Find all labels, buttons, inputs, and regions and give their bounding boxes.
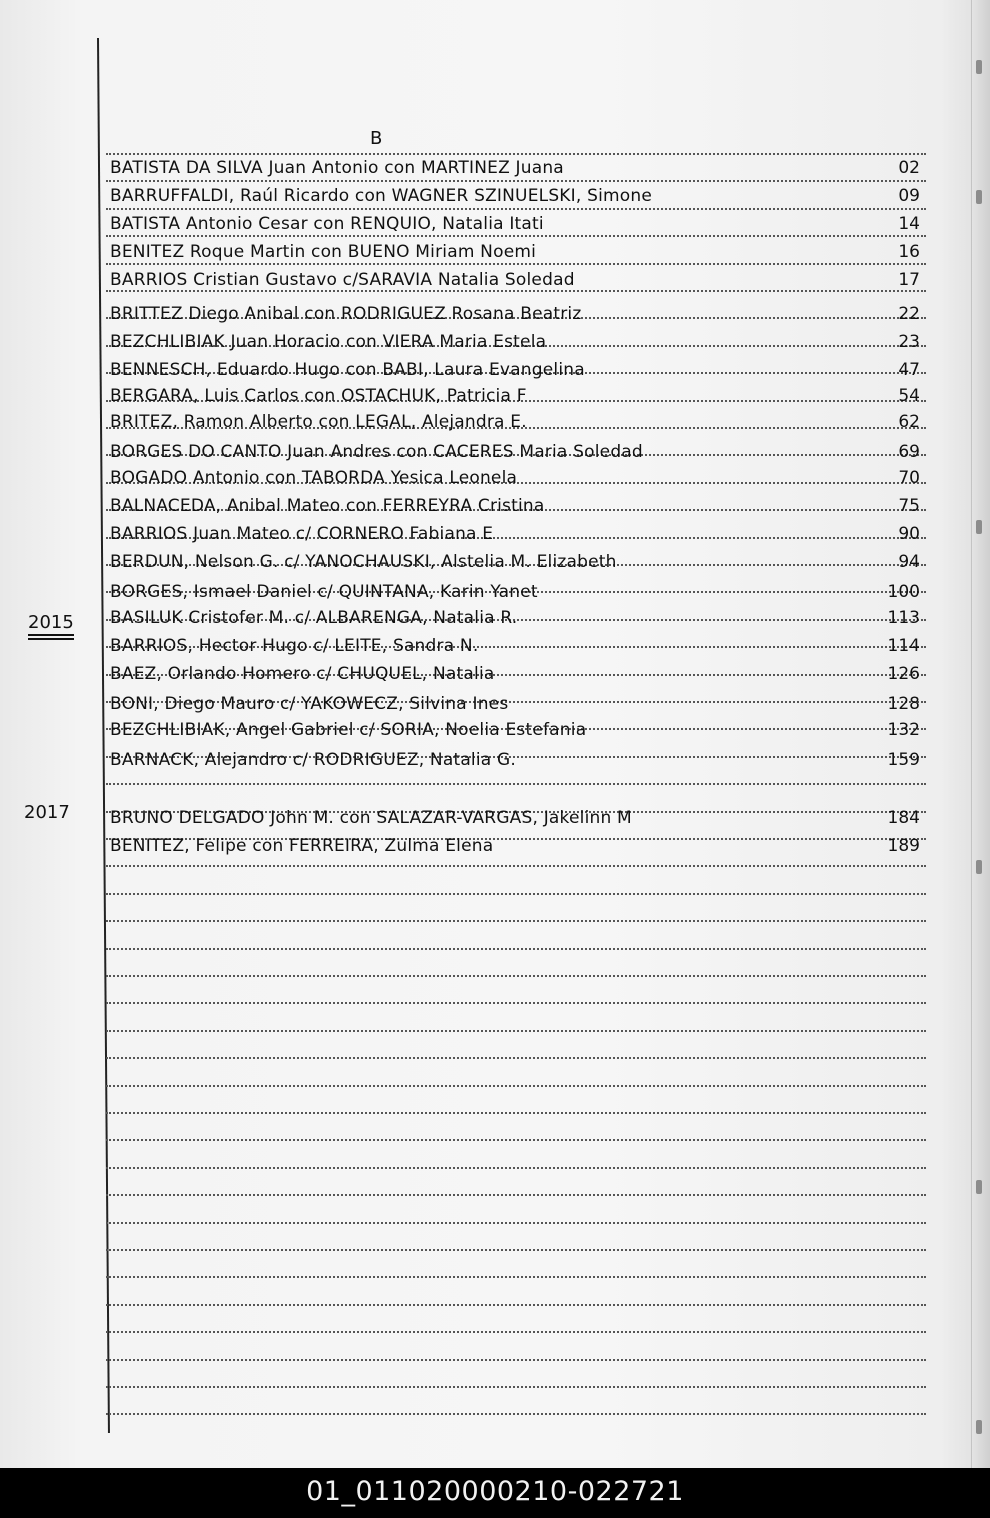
entry-names: BARRUFFALDI, Raúl Ricardo con WAGNER SZINUELSKI, Simone — [110, 186, 652, 206]
binding-hole — [976, 1420, 982, 1434]
index-entry — [110, 604, 930, 630]
index-entry — [110, 300, 930, 326]
ruled-line — [106, 1386, 926, 1388]
index-entry — [110, 238, 930, 264]
ruled-line — [106, 865, 926, 867]
index-entry — [110, 154, 930, 180]
index-entry — [110, 266, 930, 292]
index-entry — [110, 382, 930, 408]
entry-page-number: 47 — [898, 360, 920, 380]
entry-names: BATISTA DA SILVA Juan Antonio con MARTINEZ Juana — [110, 158, 564, 178]
ruled-line — [106, 948, 926, 950]
index-entry — [110, 804, 930, 830]
entry-names: BEZCHLIBIAK Juan Horacio con VIERA Maria Estela — [110, 332, 547, 352]
ruled-line — [106, 1139, 926, 1141]
entry-names: BERGARA, Luis Carlos con OSTACHUK, Patricia F — [110, 386, 527, 406]
entry-names: BENITEZ, Felipe con FERREIRA, Zulma Elena — [110, 836, 494, 856]
entry-page-number: 94 — [898, 552, 920, 572]
index-entry — [110, 356, 930, 382]
entry-page-number: 62 — [898, 412, 920, 432]
entry-page-number: 100 — [887, 582, 920, 602]
index-entry — [110, 746, 930, 772]
entry-names: BRUNO DELGADO John M. con SALAZAR-VARGAS, Jakelinn M — [110, 808, 632, 828]
entry-names: BAEZ, Orlando Homero c/ CHUQUEL, Natalia — [110, 664, 495, 684]
index-entry — [110, 492, 930, 518]
ruled-line — [106, 893, 926, 895]
index-entry — [110, 632, 930, 658]
ruled-line — [106, 1276, 926, 1278]
entry-names: BENNESCH, Eduardo Hugo con BABI, Laura Evangelina — [110, 360, 585, 380]
entry-page-number: 09 — [898, 186, 920, 206]
entry-names: BRITTEZ Diego Anibal con RODRIGUEZ Rosana Beatriz — [110, 304, 582, 324]
entry-names: BONI, Diego Mauro c/ YAKOWECZ, Silvina Ines — [110, 694, 509, 714]
ruled-line — [106, 1030, 926, 1032]
entry-page-number: 113 — [887, 608, 920, 628]
entry-names: BARRIOS, Hector Hugo c/ LEITE, Sandra N. — [110, 636, 479, 656]
entry-page-number: 128 — [887, 694, 920, 714]
page-edge — [971, 0, 990, 1468]
entry-names: BERDUN, Nelson G. c/ YANOCHAUSKI, Alstelia M. Elizabeth — [110, 552, 617, 572]
index-entry — [110, 408, 930, 434]
ruled-line — [106, 1359, 926, 1361]
entry-page-number: 54 — [898, 386, 920, 406]
entry-page-number: 14 — [898, 214, 920, 234]
entry-names: BORGES, Ismael Daniel c/ QUINTANA, Karin Yanet — [110, 582, 538, 602]
ruled-line — [106, 1331, 926, 1333]
index-entry — [110, 210, 930, 236]
year-mark-2017: 2017 — [24, 802, 70, 823]
binding-hole — [976, 1180, 982, 1194]
index-entry — [110, 832, 930, 858]
entry-names: BASILUK Cristofer M. c/ ALBARENGA, Natalia R. — [110, 608, 518, 628]
entry-names: BOGADO Antonio con TABORDA Yesica Leonela — [110, 468, 518, 488]
year-mark-2015: 2015 — [28, 612, 74, 636]
index-entry — [110, 520, 930, 546]
ruled-line — [106, 1194, 926, 1196]
index-entry — [110, 328, 930, 354]
ruled-line — [106, 1413, 926, 1415]
entry-page-number: 23 — [898, 332, 920, 352]
index-entry — [110, 464, 930, 490]
entry-page-number: 132 — [887, 720, 920, 740]
index-entry — [110, 578, 930, 604]
binding-hole — [976, 860, 982, 874]
ruled-line — [106, 1112, 926, 1114]
entry-page-number: 126 — [887, 664, 920, 684]
binding-hole — [976, 520, 982, 534]
entry-names: BATISTA Antonio Cesar con RENQUIO, Natalia Itati — [110, 214, 544, 234]
index-entry — [110, 438, 930, 464]
entry-names: BENITEZ Roque Martin con BUENO Miriam Noemi — [110, 242, 537, 262]
entry-page-number: 69 — [898, 442, 920, 462]
entry-page-number: 189 — [887, 836, 920, 856]
ruled-line — [106, 1304, 926, 1306]
scan-footer — [0, 1468, 990, 1518]
ruled-line — [106, 1249, 926, 1251]
index-entry — [110, 182, 930, 208]
ruled-line — [106, 1085, 926, 1087]
entry-names: BRITEZ, Ramon Alberto con LEGAL, Alejandra E. — [110, 412, 527, 432]
entry-page-number: 17 — [898, 270, 920, 290]
index-entry — [110, 690, 930, 716]
entry-page-number: 02 — [898, 158, 920, 178]
index-entry — [110, 716, 930, 742]
entry-page-number: 16 — [898, 242, 920, 262]
entry-page-number: 22 — [898, 304, 920, 324]
entry-page-number: 70 — [898, 468, 920, 488]
binding-hole — [976, 60, 982, 74]
entry-names: BARRIOS Cristian Gustavo c/SARAVIA Natalia Soledad — [110, 270, 575, 290]
index-entry — [110, 660, 930, 686]
ruled-line — [106, 1057, 926, 1059]
entry-page-number: 184 — [887, 808, 920, 828]
entry-names: BARRIOS Juan Mateo c/ CORNERO Fabiana E — [110, 524, 494, 544]
entry-page-number: 90 — [898, 524, 920, 544]
scan-identifier: 01_011020000210-022721 — [306, 1476, 684, 1507]
ruled-line — [106, 975, 926, 977]
entry-page-number: 114 — [887, 636, 920, 656]
entry-names: BORGES DO CANTO Juan Andres con CACERES Maria Soledad — [110, 442, 643, 462]
entry-names: BARNACK, Alejandro c/ RODRIGUEZ, Natalia G. — [110, 750, 516, 770]
entry-names: BEZCHLIBIAK, Angel Gabriel c/ SORIA, Noelia Estefania — [110, 720, 587, 740]
ruled-line — [106, 783, 926, 785]
ruled-line — [106, 1167, 926, 1169]
entry-page-number: 159 — [887, 750, 920, 770]
entry-page-number: 75 — [898, 496, 920, 516]
ruled-line — [106, 1222, 926, 1224]
index-entry — [110, 548, 930, 574]
ruled-line — [106, 1002, 926, 1004]
entry-names: BALNACEDA, Anibal Mateo con FERREYRA Cristina — [110, 496, 545, 516]
index-letter-heading: B — [370, 128, 383, 149]
binding-hole — [976, 190, 982, 204]
ruled-line — [106, 920, 926, 922]
